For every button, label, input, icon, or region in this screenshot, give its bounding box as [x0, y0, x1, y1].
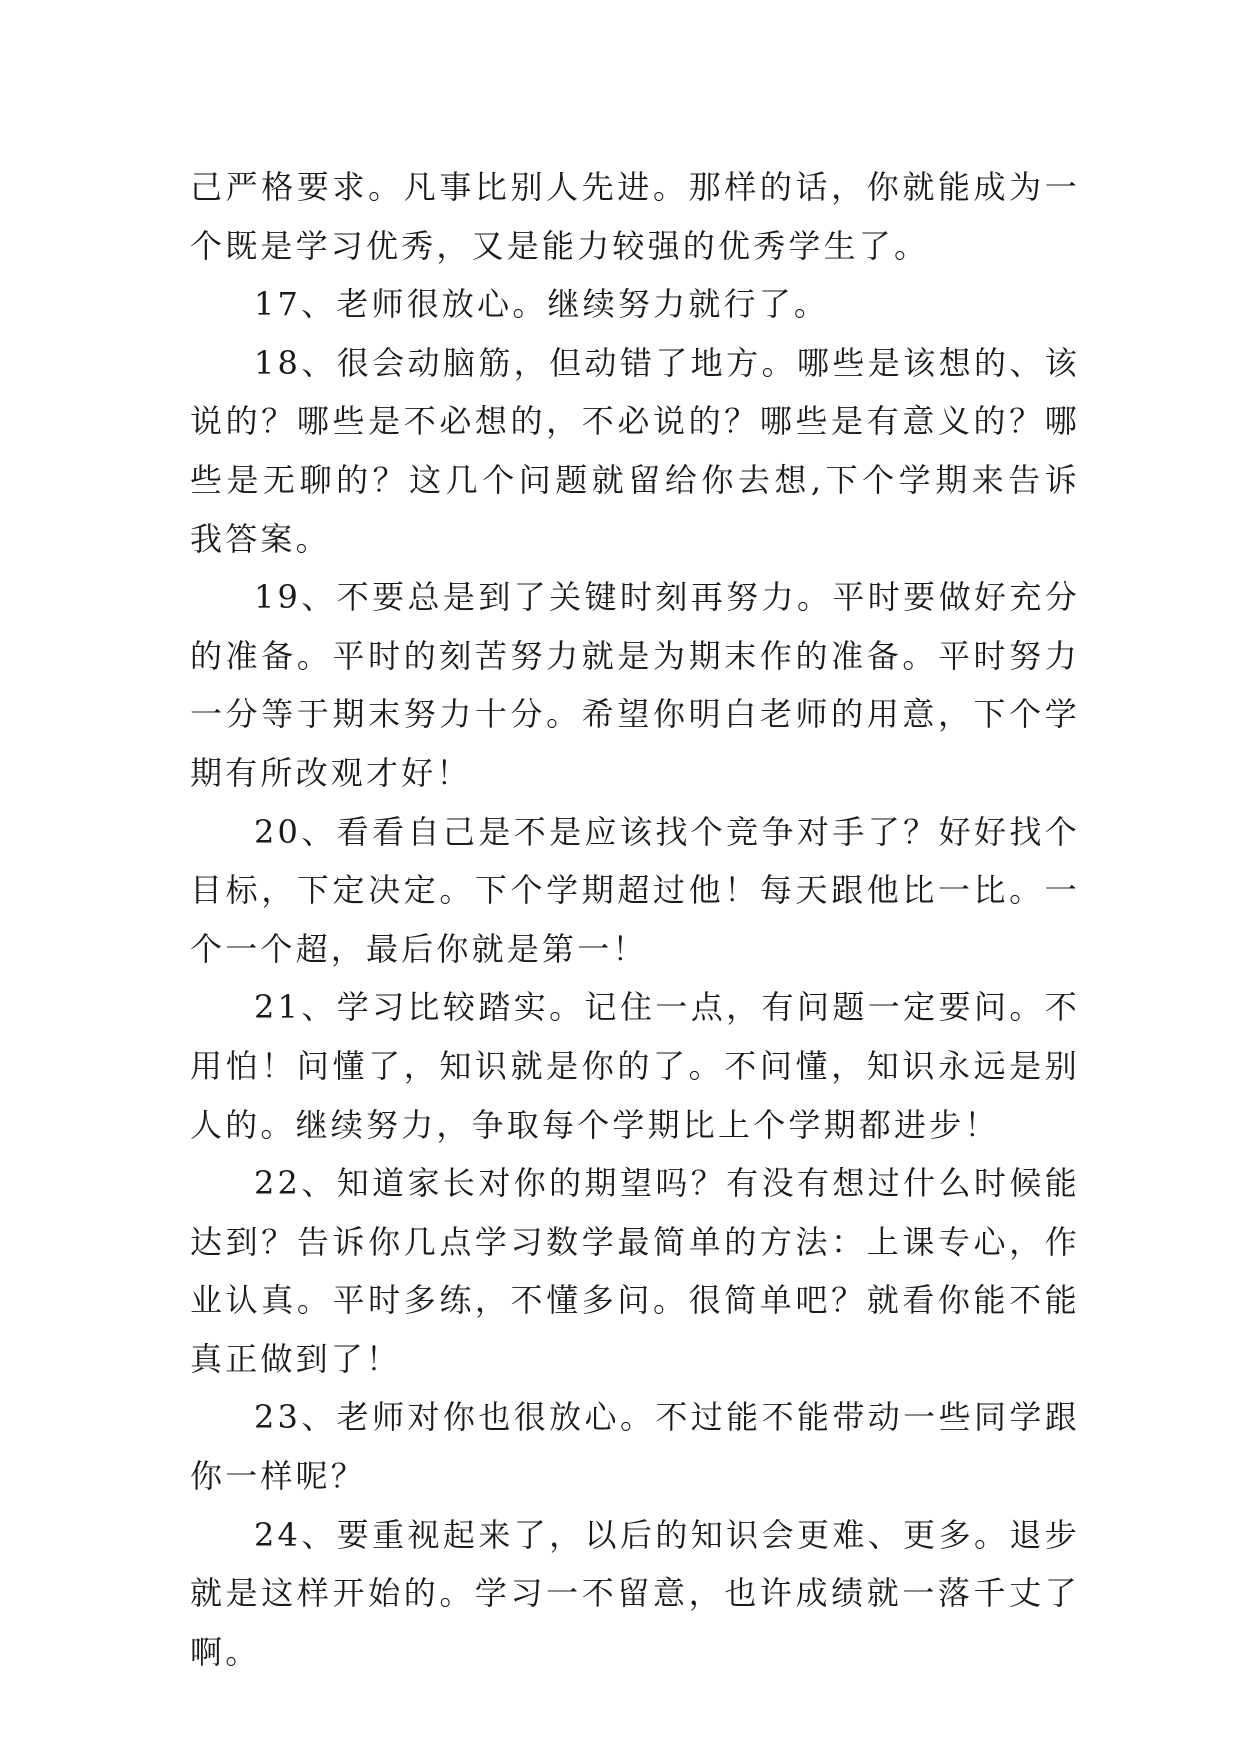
paragraph-18: 18、很会动脑筋，但动错了地方。哪些是该想的、该说的？哪些是不必想的，不必说的？哪些是有意义的？哪些是无聊的？这几个问题就留给你去想,下个学期来告诉我答案。 — [190, 343, 1080, 558]
paragraph-22: 22、知道家长对你的期望吗？有没有想过什么时候能达到？告诉你几点学习数学最简单的方法：上课专心，作业认真。平时多练，不懂多问。很简单吧？就看你能不能真正做到了！ — [190, 1164, 1080, 1378]
paragraph-continued: 己严格要求。凡事比别人先进。那样的话，你就能成为一个既是学习优秀，又是能力较强的优秀学生了。 — [190, 168, 1080, 265]
paragraph-24: 24、要重视起来了，以后的知识会更难、更多。退步就是这样开始的。学习一不留意，也许成绩就一落千丈了啊。 — [190, 1515, 1080, 1671]
paragraph-19: 19、不要总是到了关键时刻再努力。平时要做好充分的准备。平时的刻苦努力就是为期末作的准备。平时努力一分等于期末努力十分。希望你明白老师的用意，下个学期有所改观才好！ — [190, 578, 1080, 792]
paragraph-20: 20、看看自己是不是应该找个竞争对手了？好好找个目标，下定决定。下个学期超过他！每天跟他比一比。一个一个超，最后你就是第一！ — [190, 812, 1080, 968]
document-body — [190, 158, 1080, 1681]
paragraph-17: 17、老师很放心。继续努力就行了。 — [254, 285, 830, 324]
paragraph-23: 23、老师对你也很放心。不过能不能带动一些同学跟你一样呢？ — [190, 1398, 1080, 1496]
paragraph-21: 21、学习比较踏实。记住一点，有问题一定要问。不用怕！问懂了，知识就是你的了。不问懂，知识永远是别人的。继续努力，争取每个学期比上个学期都进步！ — [190, 988, 1080, 1144]
